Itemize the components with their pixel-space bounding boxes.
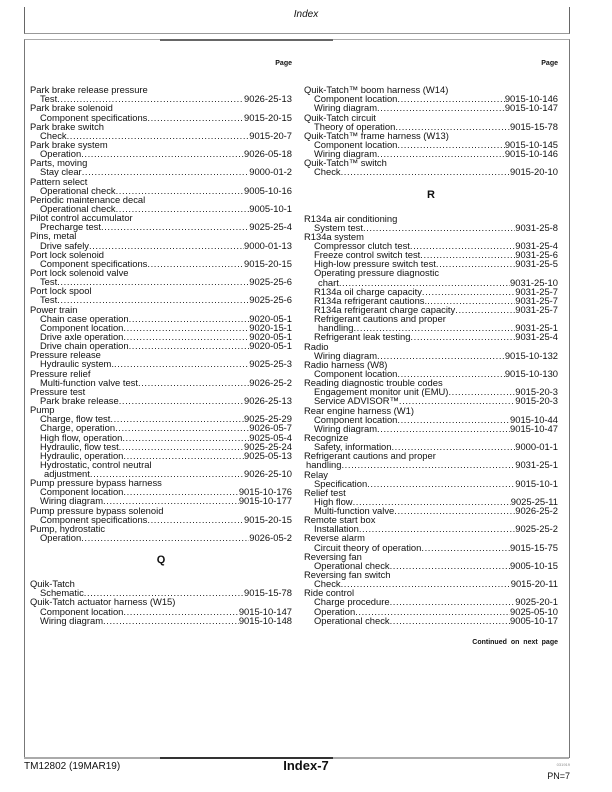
entry-label: Chain case operation (40, 312, 129, 324)
entry-label: Wiring diagram (314, 148, 378, 160)
entry-label: Operating pressure diagnostic (314, 267, 440, 279)
entry-page-ref: 9015-10-176 (238, 486, 292, 498)
entry-label: Engagement monitor unit (EMU) (314, 386, 449, 398)
entry-label: Operation (40, 532, 82, 544)
index-subentry (30, 533, 292, 542)
entry-label: System test (314, 221, 363, 233)
entry-label: Relief test (304, 486, 346, 498)
entry-page-ref: 9015-20-15 (244, 111, 292, 123)
dot-leader (410, 241, 515, 250)
entry-label: Quik-Tatch™ switch (304, 157, 387, 169)
dot-leader (101, 222, 249, 231)
entry-label: Wiring diagram (314, 102, 378, 114)
dot-leader (397, 140, 504, 149)
entry-page-ref: 9025-25-6 (249, 276, 292, 288)
dot-leader (390, 597, 516, 606)
dot-leader (123, 332, 249, 341)
dot-leader (57, 295, 249, 304)
dot-leader (89, 241, 244, 250)
entry-label: R134a refrigerant cautions. (314, 294, 428, 306)
entry-label: High flow, operation (40, 431, 123, 443)
entry-page-ref: 9015-15-75 (510, 541, 558, 553)
entry-label: Precharge test (40, 221, 101, 233)
entry-label: Circuit theory of operation (314, 541, 422, 553)
dot-leader (377, 103, 505, 112)
entry-label: Component location (314, 139, 398, 150)
entry-page-ref: 9025-25-11 (510, 495, 558, 507)
entry-label: Operation (40, 148, 82, 160)
entry-label: Park brake release pressure (30, 84, 148, 96)
entry-page-ref: 9015-15-78 (244, 587, 292, 599)
dot-leader (147, 113, 244, 122)
dot-leader (81, 533, 249, 542)
dot-leader (341, 167, 510, 176)
entry-label: Safety, information (314, 441, 392, 453)
entry-label: Pump pressure bypass solenoid (30, 504, 164, 516)
dot-leader (341, 460, 515, 469)
index-subentry (30, 396, 292, 405)
entry-label: Parts, moving (30, 157, 88, 169)
entry-label: Refrigerant cautions and proper (314, 313, 446, 325)
dot-leader (367, 479, 515, 488)
entry-page-ref: 9015-10-145 (504, 139, 558, 150)
entry-label: Component location (40, 321, 124, 333)
entry-label: Reversing fan (304, 550, 362, 562)
entry-page-ref: 9025-25-2 (515, 523, 558, 535)
entry-page-ref: 9026-25-2 (515, 505, 558, 517)
section-letter: R (427, 188, 435, 201)
entry-label: Hydraulic system. (40, 358, 114, 370)
entry-label: Refrigerant cautions and proper (304, 450, 436, 462)
date-code: 031919 (556, 762, 570, 767)
entry-page-ref: 9015-20-15 (244, 513, 292, 525)
page-number: Index-7 (283, 758, 329, 773)
entry-label: Drive axle operation (40, 330, 124, 342)
entry-label: adjustment (44, 468, 90, 480)
dot-leader (436, 259, 515, 268)
entry-page-ref: 9015-15-78 (510, 120, 558, 132)
entry-label: Radio (304, 340, 329, 352)
entry-page-ref: 9015-10-44 (510, 413, 558, 425)
entry-label: Drive safely (40, 239, 89, 251)
dot-leader (110, 414, 244, 423)
entry-label: Operational check (40, 184, 116, 196)
entry-page-ref: 9026-25-13 (244, 394, 292, 406)
dot-leader (421, 543, 510, 552)
entry-label: Pump, hydrostatic (30, 522, 106, 534)
entry-label: Drive chain operation (40, 340, 129, 352)
entry-page-ref: 9031-25-6 (515, 249, 558, 261)
dot-leader (123, 487, 238, 496)
index-subentry (304, 616, 558, 625)
entry-page-ref: 9015-10-146 (504, 148, 558, 160)
entry-page-ref: 9015-10-148 (238, 614, 292, 626)
entry-label: handling (318, 322, 354, 334)
entry-label: Multi-function valve (314, 505, 395, 517)
entry-page-ref: 9005-10-15 (510, 559, 558, 571)
entry-page-ref: 9020-15-1 (249, 321, 292, 333)
entry-label: chart (318, 276, 339, 288)
dot-leader (341, 579, 511, 588)
entry-page-ref: 9026-25-2 (249, 376, 292, 388)
entry-page-ref: 9025-05-10 (510, 605, 558, 617)
entry-label: Power train (30, 303, 78, 315)
entry-label: Component specifications (40, 111, 148, 123)
entry-page-ref: 9031-25-4 (515, 331, 558, 343)
entry-label: Charge procedure (314, 596, 390, 608)
entry-label: Service ADVISOR™ (314, 395, 399, 407)
entry-label: Park brake solenoid (30, 102, 113, 114)
dot-leader (422, 287, 515, 296)
entry-label: R134a refrigerant charge capacity (314, 303, 456, 315)
dot-leader (116, 204, 250, 213)
entry-page-ref: 9031-25-7 (515, 303, 558, 315)
entry-label: Park brake switch (30, 120, 104, 132)
index-column-right (304, 59, 558, 647)
entry-page-ref: 9015-20-15 (244, 257, 292, 269)
entry-label: Test (40, 294, 58, 306)
entry-page-ref: 9000-01-1 (515, 441, 558, 453)
dot-leader (114, 359, 249, 368)
entry-page-ref: 9025-25-29 (244, 413, 292, 425)
entry-page-ref: 9015-20-7 (249, 129, 292, 141)
entry-label: Compressor clutch test (314, 239, 410, 251)
entry-page-ref: 9005-10-16 (244, 184, 292, 196)
entry-label: Wiring diagram (40, 495, 104, 507)
entry-page-ref: 9025-25-4 (249, 221, 292, 233)
dot-leader (448, 387, 515, 396)
entry-label: Wiring diagram (314, 422, 378, 434)
dot-leader (129, 314, 250, 323)
entry-label: Ride control (304, 587, 355, 599)
entry-label: Quik-Tatch circuit (304, 111, 376, 123)
entry-label: Pressure test (30, 385, 86, 397)
entry-label: Test (40, 276, 58, 288)
entry-page-ref: 9005-10-1 (249, 202, 292, 214)
entry-label: Operational check (40, 202, 116, 214)
entry-label: Hydraulic, flow test (40, 440, 119, 452)
entry-page-ref: 9015-10-132 (504, 349, 558, 361)
entry-label: Reverse alarm (304, 532, 365, 544)
dot-leader (82, 167, 250, 176)
dot-leader (119, 442, 244, 451)
index-column-left (30, 59, 292, 625)
entry-label: Pump pressure bypass harness (30, 477, 162, 489)
entry-page-ref: 9015-10-147 (504, 102, 558, 114)
entry-label: Reversing fan switch (304, 569, 391, 581)
entry-page-ref: 9015-20-3 (515, 386, 558, 398)
entry-page-ref: 9031-25-1 (515, 459, 558, 471)
entry-label: Pump (30, 404, 55, 416)
entry-label: Component location (40, 486, 124, 498)
dot-leader (81, 149, 244, 158)
dot-leader (390, 561, 510, 570)
entry-label: Component location (314, 93, 398, 105)
entry-label: Freeze control switch test (314, 249, 421, 261)
entry-label: R134a system (304, 230, 364, 242)
entry-page-ref: 9026-05-2 (249, 532, 292, 544)
entry-label: Component location (314, 367, 398, 379)
dot-leader (119, 396, 244, 405)
page-column-label: Page (275, 60, 292, 67)
entry-label: Remote start box (304, 514, 376, 526)
entry-page-ref: 9026-25-10 (244, 468, 292, 480)
entry-label: Wiring diagram (40, 614, 104, 626)
entry-label: Pressure relief (30, 367, 91, 379)
entry-label: Radio harness (W8) (304, 358, 388, 370)
entry-page-ref: 9025-25-3 (249, 358, 292, 370)
dot-leader (359, 524, 515, 533)
dot-leader (147, 515, 244, 524)
dot-leader (455, 305, 515, 314)
dot-leader (397, 415, 510, 424)
dot-leader (394, 506, 515, 515)
entry-page-ref: 9015-10-47 (510, 422, 558, 434)
entry-label: handling (306, 459, 342, 471)
entry-label: Quik-Tatch actuator harness (W15) (30, 596, 176, 608)
entry-label: Park brake system (30, 139, 108, 150)
entry-label: Component location (40, 605, 124, 617)
entry-label: Pattern select (30, 175, 88, 187)
entry-page-ref: 9015-20-3 (515, 395, 558, 407)
entry-page-ref: 9031-25-8 (515, 221, 558, 233)
entry-page-ref: 9015-20-11 (510, 578, 558, 590)
entry-page-ref: 9025-20-1 (515, 596, 558, 608)
entry-label: Recognize (304, 431, 349, 443)
entry-label: Stay clear (40, 166, 82, 178)
dot-leader (377, 149, 505, 158)
dot-leader (122, 433, 249, 442)
entry-page-ref: 9026-25-13 (244, 93, 292, 105)
entry-label: Check (314, 578, 341, 590)
entry-page-ref: 9005-10-17 (510, 614, 558, 626)
entry-label: Rear engine harness (W1) (304, 404, 414, 416)
entry-page-ref: 9031-25-5 (515, 258, 558, 270)
entry-label: Pilot control accumulator (30, 212, 133, 224)
index-subentry (30, 616, 292, 625)
entry-label: Check (40, 129, 67, 141)
entry-label: Hydraulic, operation (40, 449, 124, 461)
index-subentry (304, 332, 558, 341)
entry-label: Port lock solenoid (30, 248, 104, 260)
dot-leader (399, 396, 515, 405)
entry-label: Periodic maintenance decal (30, 193, 146, 205)
continued-note: Continued on next page (472, 638, 558, 646)
entry-label: Specification (314, 477, 368, 489)
entry-label: Component specifications (40, 257, 148, 269)
entry-page-ref: 9025-25-24 (244, 440, 292, 452)
entry-label: Pins, metal (30, 230, 77, 242)
entry-label: Refrigerant leak testing (314, 331, 411, 343)
entry-page-ref: 9026-05-18 (244, 148, 292, 160)
entry-label: Charge, flow test (40, 413, 111, 425)
entry-page-ref: 9025-05-4 (249, 431, 292, 443)
entry-label: Quik-Tatch™ boom harness (W14) (304, 84, 449, 96)
entry-label: Component specifications (40, 513, 148, 525)
entry-label: Multi-function valve test (40, 376, 138, 388)
entry-label: Operational check (314, 614, 390, 626)
entry-page-ref: 9015-10-1 (515, 477, 558, 489)
dot-leader (123, 323, 249, 332)
dot-leader (390, 616, 510, 625)
entry-label: R134a air conditioning (304, 212, 398, 224)
entry-label: Installation (314, 523, 359, 535)
entry-label: Component location (314, 413, 398, 425)
dot-leader (147, 259, 244, 268)
dot-leader (129, 341, 250, 350)
entry-page-ref: 9031-25-1 (515, 322, 558, 334)
dot-leader (410, 332, 515, 341)
entry-label: Quik-Tatch™ frame harness (W13) (304, 129, 449, 141)
index-subentry (304, 167, 558, 176)
index-subentry (304, 460, 558, 469)
divider (160, 39, 333, 41)
entry-page-ref: 9031-25-4 (515, 239, 558, 251)
entry-label: Charge, operation (40, 422, 116, 434)
entry-label: Quik-Tatch (30, 578, 75, 590)
entry-label: Park brake release (40, 394, 119, 406)
entry-label: Pressure release (30, 349, 101, 361)
entry-page-ref: 9000-01-13 (244, 239, 292, 251)
entry-page-ref: 9020-05-1 (249, 330, 292, 342)
entry-page-ref: 9015-20-10 (510, 166, 558, 178)
dot-leader (103, 616, 239, 625)
entry-page-ref: 9020-05-1 (249, 312, 292, 324)
entry-label: Operation (314, 605, 356, 617)
entry-label: Test (40, 93, 58, 105)
entry-label: Relay (304, 468, 328, 480)
dot-leader (123, 607, 238, 616)
entry-label: High-low pressure switch test (314, 258, 436, 270)
entry-label: R134a oil charge capacity (314, 285, 422, 297)
pn-number: PN=7 (547, 771, 570, 781)
entry-label: Hydrostatic, control neutral (40, 458, 152, 470)
dot-leader (115, 423, 249, 432)
page-column-label: Page (541, 60, 558, 67)
dot-leader (377, 351, 505, 360)
entry-label: Schematic (40, 587, 84, 599)
entry-page-ref: 9015-10-146 (504, 93, 558, 105)
document-id: TM12802 (19MAR19) (24, 761, 121, 772)
section-letter: Q (156, 554, 166, 567)
entry-page-ref: 9000-01-2 (249, 166, 292, 178)
dot-leader (397, 94, 504, 103)
entry-page-ref: 9026-05-7 (249, 422, 292, 434)
entry-page-ref: 9031-25-10 (510, 276, 558, 288)
entry-page-ref: 9031-25-7 (515, 285, 558, 297)
entry-page-ref: 9025-05-13 (244, 449, 292, 461)
entry-label: Port lock solenoid valve (30, 266, 129, 278)
entry-page-ref: 9031-25-7 (515, 294, 558, 306)
entry-label: Check (314, 166, 341, 178)
entry-label: High flow (314, 495, 353, 507)
dot-leader (138, 378, 249, 387)
entry-page-ref: 9015-10-130 (504, 367, 558, 379)
dot-leader (377, 424, 510, 433)
header-title: Index (293, 9, 319, 20)
entry-label: Reading diagnostic trouble codes (304, 377, 443, 389)
entry-label: Theory of operation (314, 120, 396, 132)
dot-leader (363, 223, 515, 232)
entry-label: Operational check (314, 559, 390, 571)
entry-page-ref: 9020-05-1 (249, 340, 292, 352)
entry-page-ref: 9015-10-147 (238, 605, 292, 617)
entry-label: Wiring diagram (314, 349, 378, 361)
entry-page-ref: 9015-10-177 (238, 495, 292, 507)
entry-label: Port lock spool (30, 285, 92, 297)
entry-page-ref: 9025-25-6 (249, 294, 292, 306)
